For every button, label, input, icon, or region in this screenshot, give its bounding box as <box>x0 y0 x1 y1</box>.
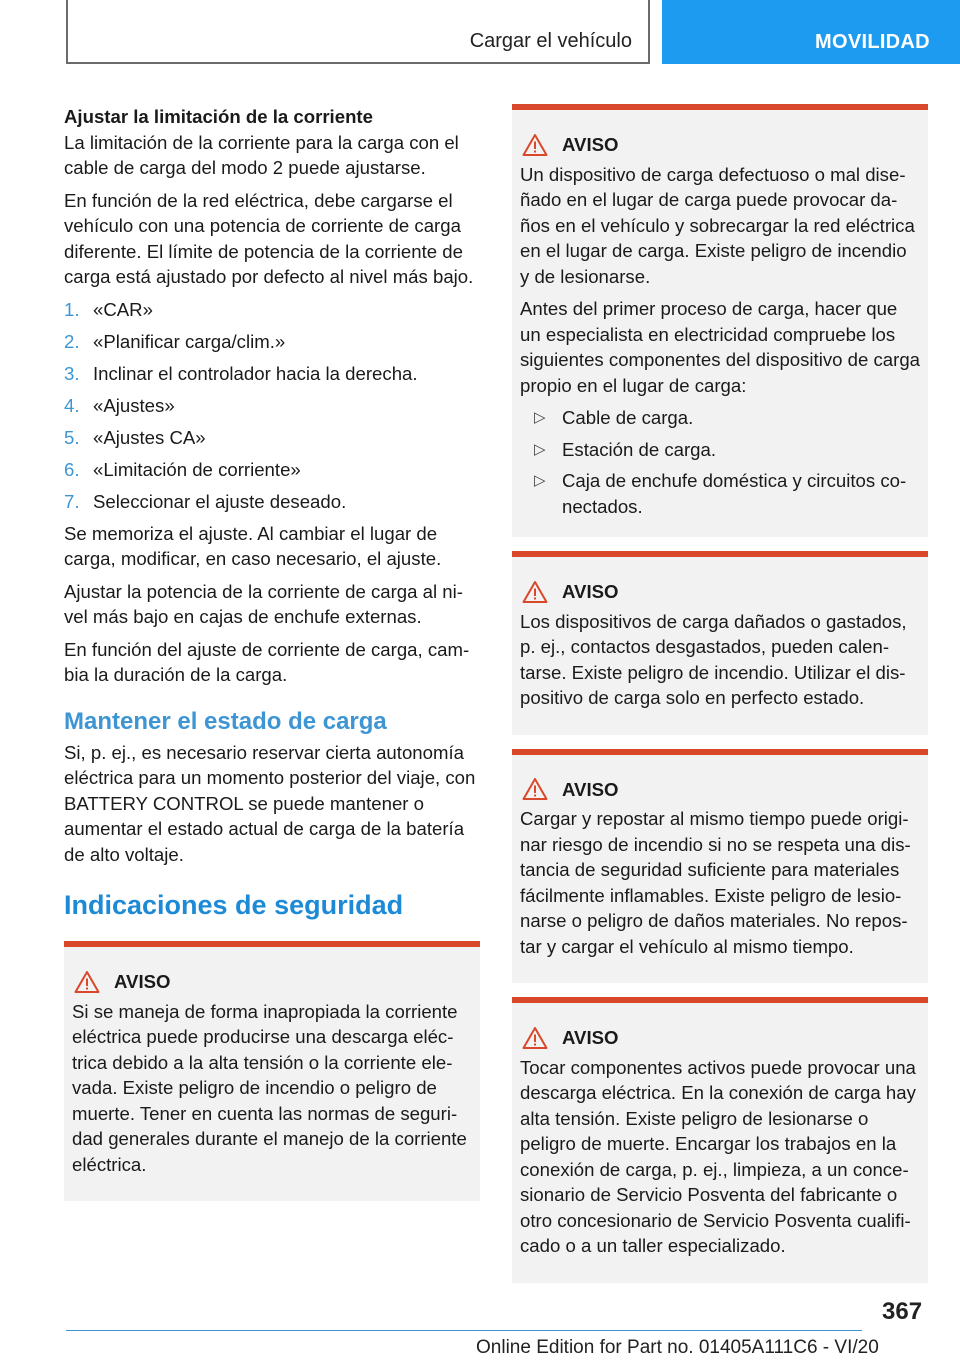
warning-box <box>512 749 928 984</box>
subheading-current-limit: Ajustar la limitación de la corriente <box>64 106 373 127</box>
paragraph: Si, p. ej., es necesario reservar cierta autonomía eléctrica para un momento posterior del viaje, con BATTERY CONTROL se puede mantener o aumentar el estado actual de carga de la batería de alto voltaje. <box>64 741 476 865</box>
warning-text: Un dispositivo de carga defectuoso o mal diseñado en el lugar de carga puede provocar daños en el vehículo y sobrecargar la red eléctrica en el lugar de carga. Existe peligro de incendio y de lesionarse. <box>520 163 915 287</box>
step-number: 3. <box>64 362 80 384</box>
paragraph: Se memoriza el ajuste. Al cambiar el lugar de carga, modificar, en caso necesario, el ajuste. <box>64 522 442 569</box>
edition-text: Online Edition for Part no. 01405A111C6 - VI/20 <box>476 1337 879 1358</box>
warning-title: AVISO <box>114 971 171 992</box>
step-text: «Limitación de corriente» <box>93 458 301 480</box>
warning-text: Cargar y repostar al mismo tiempo puede originar riesgo de incendio si no se respeta una distancia de seguridad suficiente para materiales fácilmente inflamables. Existe peligro de lesionarse o peligro de daños materiales. No repostar y cargar el vehículo al mismo tiempo. <box>520 808 911 957</box>
right-column <box>512 104 928 1283</box>
step-item <box>64 361 480 387</box>
warning-box <box>64 941 480 1201</box>
left-column <box>64 104 480 1201</box>
chapter-tab <box>662 0 960 64</box>
section-title: Cargar el vehículo <box>469 30 632 52</box>
step-number: 5. <box>64 426 80 448</box>
heading-safety: Indicaciones de seguridad <box>64 890 404 920</box>
step-item <box>64 489 480 515</box>
step-item <box>64 329 480 355</box>
warning-triangle-icon <box>522 777 548 801</box>
step-item <box>64 297 480 323</box>
warning-triangle-icon <box>522 133 548 157</box>
chapter-tab-label: MOVILIDAD <box>815 31 930 53</box>
step-number: 4. <box>64 394 80 416</box>
footer-divider <box>66 1330 862 1331</box>
list-item: ▷ Cable de carga. <box>520 405 920 431</box>
warning-title: AVISO <box>562 581 619 602</box>
warning-box <box>512 997 928 1283</box>
warning-text: Tocar componentes activos puede provocar una descarga eléctrica. En la conexión de carga hay alta tensión. Existe peligro de lesionarse o peligro de muerte. Encargar los trabajos en la conexión de carga, p. ej., limpieza, a un concesionario de Servicio Posventa del fabricante o otro concesionario de Servicio Posventa cualificado o a un taller especializado. <box>520 1056 916 1256</box>
step-number: 6. <box>64 458 80 480</box>
warning-text: Si se maneja de forma inapropiada la corriente eléctrica puede producirse una descarga eléctrica debido a la alta tensión o la corriente elevada. Existe peligro de incendio o peligro de muerte. Tener en cuenta las normas de seguridad generales durante el manejo de la corriente eléctrica. <box>72 1000 467 1175</box>
paragraph: En función de la red eléctrica, debe cargarse el vehículo con una potencia de corriente de carga diferente. El límite de potencia de la corriente de carga está ajustado por defecto al nivel más bajo. <box>64 189 474 287</box>
paragraph: Ajustar la potencia de la corriente de carga al nivel más bajo en cajas de enchufe externas. <box>64 580 463 627</box>
page-number: 367 <box>882 1298 923 1325</box>
step-text: «Planificar carga/clim.» <box>93 330 286 352</box>
warning-box <box>512 104 928 537</box>
warning-title: AVISO <box>562 134 619 155</box>
step-item <box>64 393 480 419</box>
step-number: 7. <box>64 490 80 512</box>
triangle-bullet-icon: ▷ <box>534 409 546 426</box>
warning-triangle-icon <box>522 1026 548 1050</box>
list-item: ▷ Estación de carga. <box>520 437 920 463</box>
warning-triangle-icon <box>74 970 100 994</box>
warning-triangle-icon <box>522 580 548 604</box>
step-text: «Ajustes» <box>93 394 175 416</box>
step-number: 1. <box>64 298 80 320</box>
step-item <box>64 457 480 483</box>
warning-title: AVISO <box>562 778 619 800</box>
heading-keep-charge: Mantener el estado de carga <box>64 707 387 735</box>
step-number: 2. <box>64 330 80 352</box>
triangle-bullet-icon: ▷ <box>534 440 546 458</box>
step-item <box>64 425 480 451</box>
footer-edition <box>476 1337 879 1359</box>
step-text: «Ajustes CA» <box>93 426 206 448</box>
step-text: Seleccionar el ajuste deseado. <box>93 490 347 512</box>
warning-text: Antes del primer proceso de carga, hacer que un especialista en electricidad compruebe los siguientes componentes del dispositivo de carga propio en el lugar de carga: <box>520 298 921 396</box>
steps-list <box>64 297 480 515</box>
step-text: Inclinar el controlador hacia la derecha. <box>93 362 418 384</box>
warning-text: Los dispositivos de carga dañados o gastados, p. ej., contactos desgastados, pueden calentarse. Existe peligro de incendio. Utilizar el dispositivo de carga solo en perfecto estado. <box>520 610 907 708</box>
triangle-bullet-icon: ▷ <box>534 472 546 489</box>
running-header <box>66 0 650 64</box>
warning-box <box>512 551 928 735</box>
paragraph: En función del ajuste de corriente de carga, cambia la duración de la carga. <box>64 638 470 685</box>
step-text: «CAR» <box>93 298 153 320</box>
component-list <box>520 405 920 519</box>
warning-title: AVISO <box>562 1027 619 1048</box>
paragraph: La limitación de la corriente para la carga con el cable de carga del modo 2 puede ajustarse. <box>64 131 459 178</box>
list-item: ▷ Caja de enchufe doméstica y circuitos conectados. <box>534 470 907 517</box>
